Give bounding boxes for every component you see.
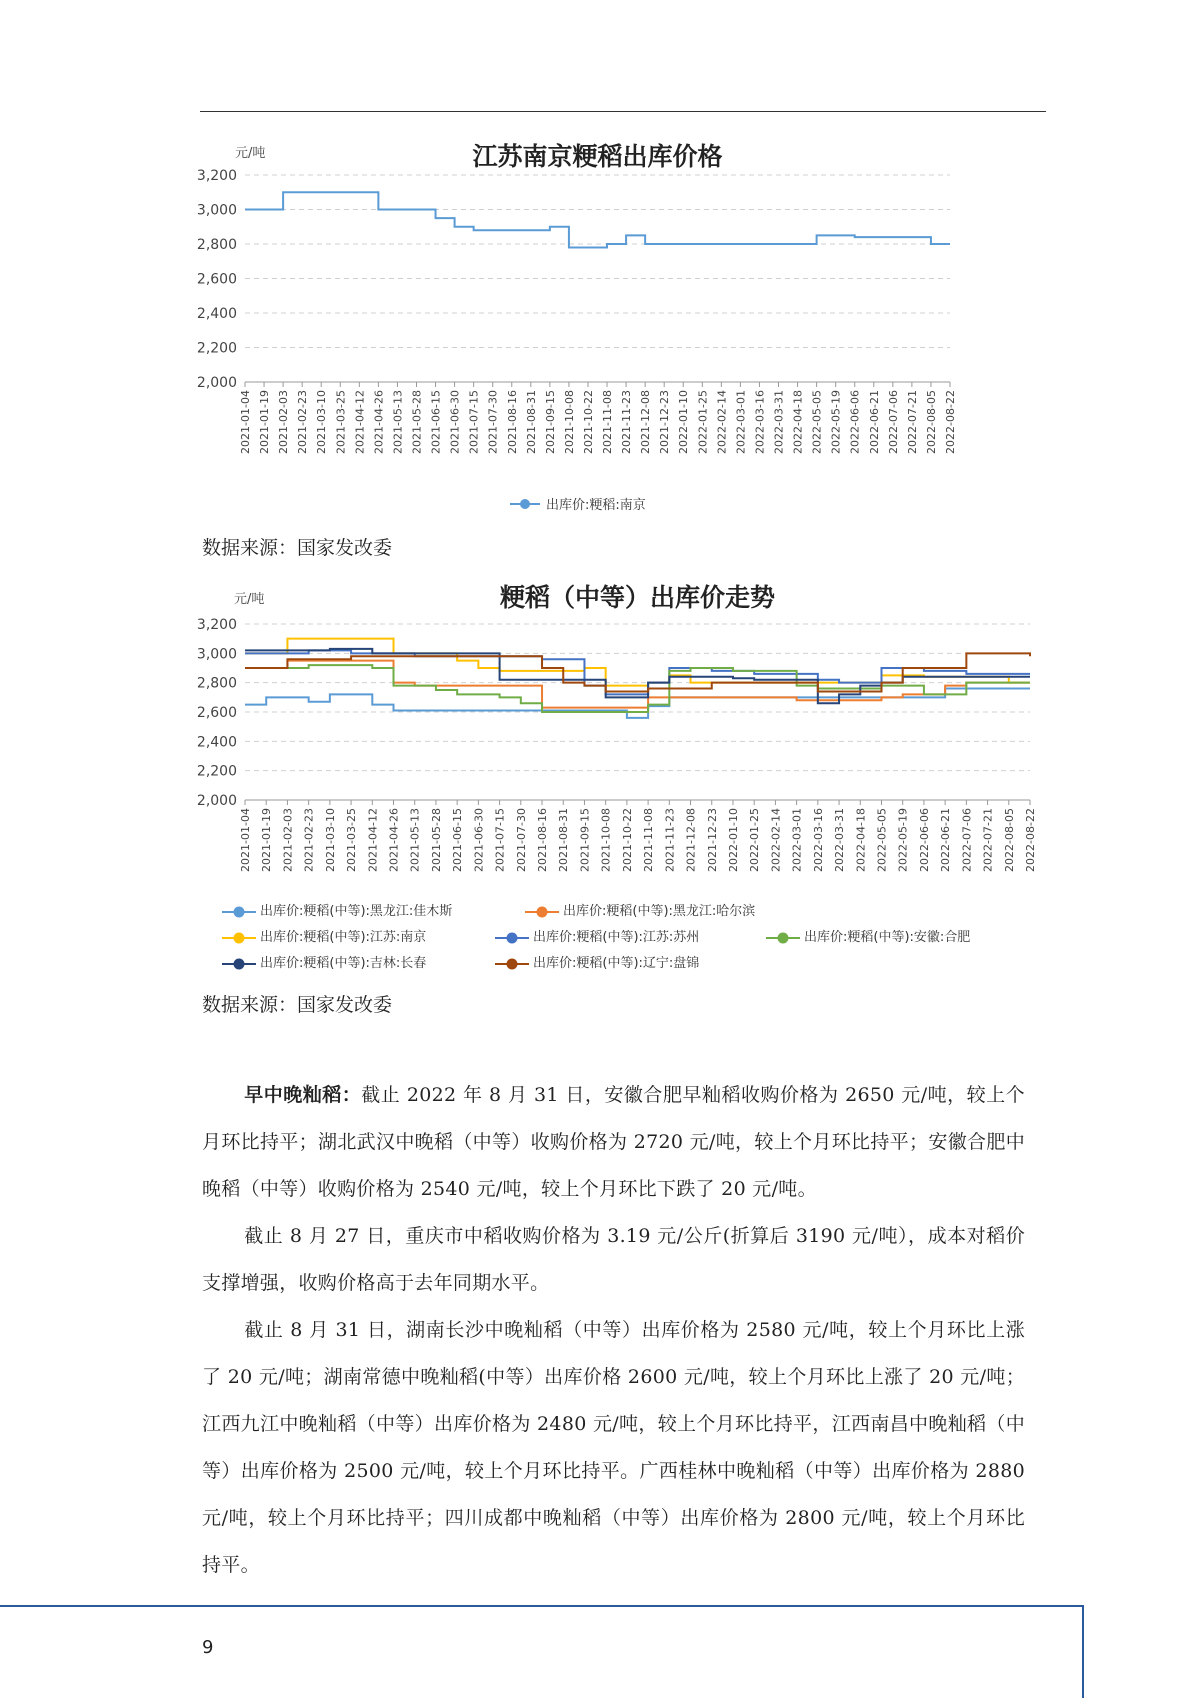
x-tick-label: 2022-04-18 (791, 390, 805, 454)
footer-rule (0, 1605, 1083, 1607)
x-tick-label: 2021-11-08 (601, 390, 615, 454)
x-tick-label: 2022-08-05 (1002, 808, 1016, 872)
series-line (245, 665, 1030, 712)
legend-label: 出库价:粳稻(中等):吉林:长春 (260, 956, 427, 971)
legend-swatch (222, 931, 256, 945)
x-tick-label: 2021-04-26 (372, 390, 386, 454)
legend-item (495, 952, 699, 971)
legend-swatch (495, 931, 529, 945)
legend-swatch (222, 905, 256, 919)
legend-label: 出库价:粳稻(中等):江苏:南京 (260, 930, 427, 945)
y-tick-label: 2,800 (196, 675, 237, 692)
x-tick-label: 2022-03-01 (734, 390, 748, 454)
paragraph-text: 截止 8 月 31 日，湖南长沙中晚籼稻（中等）出库价格为 2580 元/吨，较上个月环比上涨了 20 元/吨；湖南常德中晚籼稻(中等）出库价格 2600 元/吨，较上个月环比上涨了 20 元/吨；江西九江中晚籼稻（中等）出库价格为 2480 元/吨，较上个月环比持平，江西南昌中晚籼稻（中等）出库价格为 2500 元/吨，较上个月环比持平。广西桂林中晚籼稻（中等）出库价格为 2880 元/吨，较上个月环比持平；四川成都中晚籼稻（中等）出库价格为 2800 元/吨，较上个月环比持平。 (202, 1319, 1025, 1576)
legend-item (525, 900, 755, 919)
x-tick-label: 2021-06-15 (429, 390, 443, 454)
legend-swatch-dot (234, 932, 245, 943)
x-tick-label: 2021-03-10 (323, 808, 337, 872)
chart-nanjing-svg (190, 135, 1050, 525)
x-tick-label: 2022-06-21 (939, 808, 953, 872)
x-tick-label: 2021-08-31 (557, 808, 571, 872)
y-tick-label: 2,800 (196, 237, 237, 253)
legend-label: 出库价:粳稻(中等):辽宁:盘锦 (533, 956, 700, 971)
x-tick-label: 2022-03-16 (811, 808, 825, 872)
x-tick-label: 2021-07-30 (486, 390, 500, 454)
legend-item (222, 926, 426, 945)
x-tick-label: 2021-11-23 (663, 808, 677, 872)
x-tick-label: 2021-01-04 (239, 390, 252, 454)
x-tick-label: 2021-10-22 (620, 808, 634, 872)
legend-item (222, 952, 426, 971)
y-tick-label: 2,000 (196, 793, 237, 809)
x-tick-label: 2022-01-25 (748, 808, 762, 872)
x-tick-label: 2021-02-23 (302, 808, 316, 872)
x-tick-label: 2021-03-10 (315, 390, 329, 454)
legend-swatch (766, 931, 800, 945)
y-tick-label: 3,200 (196, 617, 237, 633)
x-tick-label: 2022-01-25 (696, 390, 710, 454)
paragraph-hunan (202, 1307, 1025, 1589)
legend-swatch-dot (234, 906, 245, 917)
x-tick-label: 2021-01-04 (239, 808, 252, 872)
x-tick-label: 2021-01-19 (258, 390, 272, 454)
y-tick-label: 2,400 (196, 734, 237, 751)
x-tick-label: 2021-04-12 (366, 808, 380, 872)
x-tick-label: 2022-05-19 (829, 390, 843, 454)
x-tick-label: 2022-08-22 (1024, 808, 1037, 872)
x-tick-label: 2022-03-31 (772, 390, 786, 454)
legend-item (495, 926, 699, 945)
x-tick-label: 2021-01-19 (260, 808, 274, 872)
legend-item (222, 900, 452, 919)
x-tick-label: 2021-05-13 (391, 390, 405, 454)
y-tick-label: 3,200 (196, 168, 237, 184)
y-tick-label: 3,000 (196, 202, 237, 219)
x-tick-label: 2021-09-15 (578, 808, 592, 872)
page-number: 9 (202, 1637, 214, 1658)
x-tick-label: 2022-02-14 (769, 808, 783, 872)
x-tick-label: 2022-03-16 (753, 390, 767, 454)
x-tick-label: 2022-06-21 (867, 390, 881, 454)
x-tick-label: 2021-05-28 (410, 390, 424, 454)
x-tick-label: 2021-05-28 (429, 808, 443, 872)
x-tick-label: 2021-10-22 (581, 390, 595, 454)
x-tick-label: 2021-04-12 (353, 390, 367, 454)
legend-swatch (222, 957, 256, 971)
x-tick-label: 2022-07-21 (981, 808, 995, 872)
x-tick-label: 2021-12-23 (705, 808, 719, 872)
x-tick-label: 2021-06-30 (448, 390, 462, 454)
legend-label: 出库价:粳稻(中等):黑龙江:佳木斯 (260, 904, 453, 919)
legend-label: 出库价:粳稻:南京 (546, 498, 646, 513)
x-tick-label: 2021-07-15 (493, 808, 507, 872)
chart-nanjing (190, 135, 1050, 529)
x-tick-label: 2022-01-10 (677, 390, 691, 454)
x-tick-label: 2021-08-16 (505, 390, 519, 454)
x-tick-label: 2021-11-23 (620, 390, 634, 454)
legend-swatch (525, 905, 559, 919)
paragraph-text: 截止 2022 年 8 月 31 日，安徽合肥早籼稻收购价格为 2650 元/吨，较上个月环比持平；湖北武汉中晚稻（中等）收购价格为 2720 元/吨，较上个月环比持平；安徽合肥中晚稻（中等）收购价格为 2540 元/吨，较上个月环比下跌了 20 元/吨。 (202, 1084, 1025, 1200)
x-tick-label: 2021-04-26 (387, 808, 401, 872)
series-line (245, 192, 950, 247)
x-tick-label: 2021-09-15 (543, 390, 557, 454)
legend-item (766, 926, 970, 945)
x-tick-label: 2021-08-31 (524, 390, 538, 454)
y-axis-unit-label: 元/吨 (234, 592, 265, 607)
y-tick-label: 2,600 (196, 271, 237, 288)
x-tick-label: 2022-07-21 (905, 390, 919, 454)
series-line (245, 639, 1030, 686)
x-tick-label: 2021-12-08 (639, 390, 653, 454)
x-tick-label: 2021-10-08 (562, 390, 576, 454)
x-tick-label: 2021-02-23 (296, 390, 310, 454)
x-tick-label: 2022-03-31 (833, 808, 847, 872)
legend-swatch-dot (507, 958, 518, 969)
legend-swatch-dot (234, 958, 245, 969)
series-line (245, 689, 1030, 718)
legend-swatch-dot (537, 906, 548, 917)
legend-swatch-dot (507, 932, 518, 943)
x-tick-label: 2022-01-10 (726, 808, 740, 872)
y-tick-label: 2,200 (196, 763, 237, 780)
paragraph-heading: 早中晚籼稻： (244, 1084, 362, 1106)
x-tick-label: 2021-07-15 (467, 390, 481, 454)
x-tick-label: 2022-02-14 (715, 390, 729, 454)
x-tick-label: 2021-03-25 (334, 390, 348, 454)
x-tick-label: 2022-05-05 (875, 808, 889, 872)
x-tick-label: 2022-06-06 (848, 390, 862, 454)
chart-title: 江苏南京粳稻出库价格 (472, 142, 723, 171)
y-axis-unit-label: 元/吨 (235, 146, 266, 161)
x-tick-label: 2021-03-25 (345, 808, 359, 872)
paragraph-chongqing (202, 1213, 1025, 1307)
y-tick-label: 2,600 (196, 705, 237, 721)
y-tick-label: 3,000 (196, 646, 237, 663)
x-tick-label: 2021-02-03 (277, 390, 291, 454)
header-rule (200, 111, 1046, 112)
legend-swatch (495, 957, 529, 971)
x-tick-label: 2021-12-08 (684, 808, 698, 872)
x-tick-label: 2021-05-13 (408, 808, 422, 872)
x-tick-label: 2021-10-08 (599, 808, 613, 872)
y-tick-label: 2,000 (196, 375, 237, 391)
x-tick-label: 2022-06-06 (917, 808, 931, 872)
legend-label: 出库价:粳稻(中等):江苏:苏州 (533, 930, 700, 945)
x-tick-label: 2021-06-15 (451, 808, 465, 872)
x-tick-label: 2022-07-06 (960, 808, 974, 872)
x-tick-label: 2022-08-22 (944, 390, 957, 454)
source-note-1: 数据来源：国家发改委 (202, 537, 393, 559)
x-tick-label: 2022-05-19 (896, 808, 910, 872)
x-tick-label: 2021-07-30 (514, 808, 528, 872)
x-tick-label: 2021-11-08 (642, 808, 656, 872)
source-note-2: 数据来源：国家发改委 (202, 994, 393, 1016)
x-tick-label: 2021-06-30 (472, 808, 486, 872)
x-tick-label: 2021-12-23 (658, 390, 672, 454)
legend-swatch-dot (520, 499, 530, 509)
chart-title: 粳稻（中等）出库价走势 (499, 583, 776, 612)
x-tick-label: 2022-05-05 (810, 390, 824, 454)
y-tick-label: 2,200 (196, 340, 237, 357)
x-tick-label: 2021-02-03 (281, 808, 295, 872)
footer-corner-rule (1082, 1605, 1084, 1698)
legend-label: 出库价:粳稻(中等):黑龙江:哈尔滨 (563, 904, 756, 919)
x-tick-label: 2021-08-16 (536, 808, 550, 872)
legend-swatch-dot (778, 932, 789, 943)
paragraph-early-rice (202, 1072, 1025, 1213)
paragraph-text: 截止 8 月 27 日，重庆市中稻收购价格为 3.19 元/公斤(折算后 3190 元/吨），成本对稻价支撑增强，收购价格高于去年同期水平。 (202, 1225, 1025, 1294)
x-tick-label: 2022-07-06 (886, 390, 900, 454)
legend-label: 出库价:粳稻(中等):安徽:合肥 (804, 930, 971, 945)
x-tick-label: 2022-04-18 (854, 808, 868, 872)
x-tick-label: 2022-08-05 (924, 390, 938, 454)
x-tick-label: 2022-03-01 (790, 808, 804, 872)
y-tick-label: 2,400 (196, 306, 237, 322)
